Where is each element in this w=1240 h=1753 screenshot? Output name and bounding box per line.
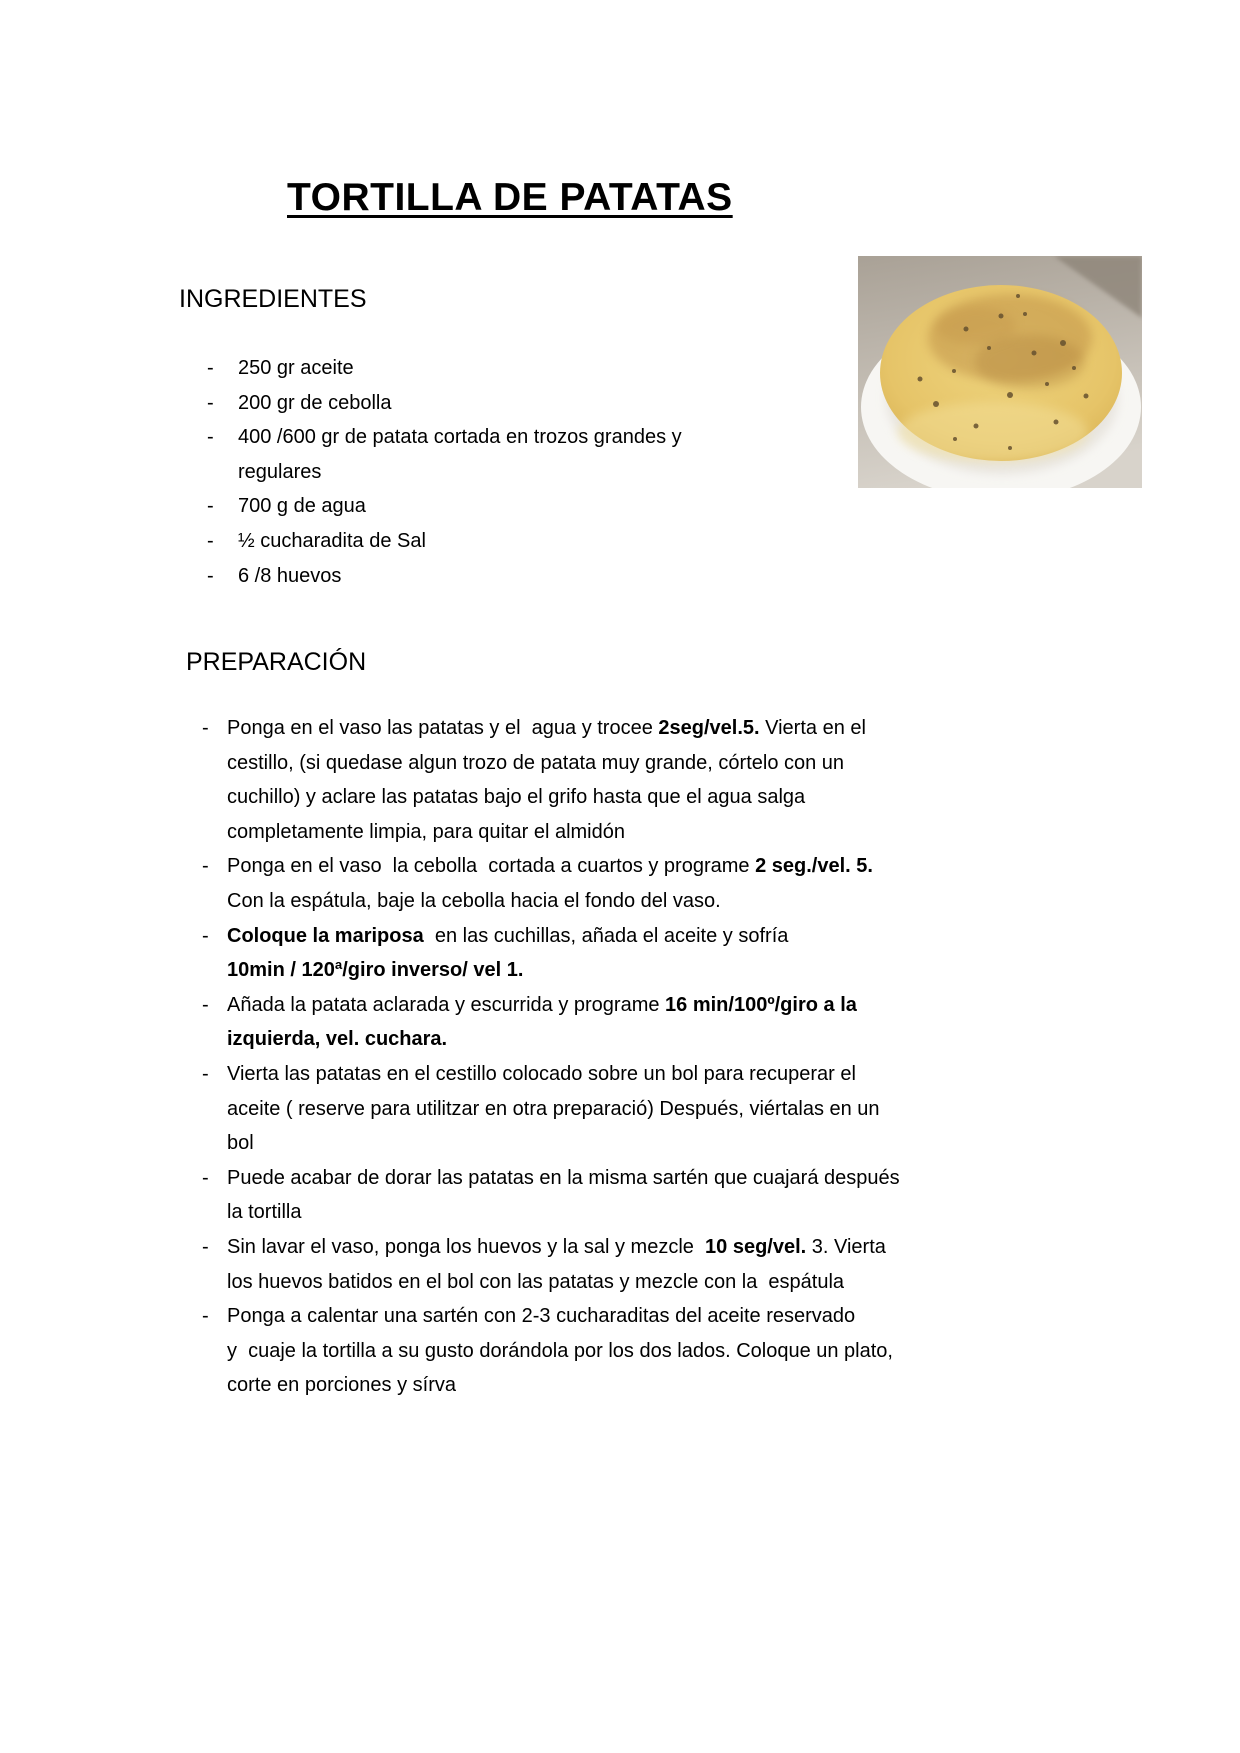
bullet-dash: - <box>202 1166 209 1189</box>
line-text <box>238 386 391 421</box>
bullet-dash <box>202 1022 227 1057</box>
text-line <box>202 1057 900 1092</box>
text-run: Añada la patata aclarada y escurrida y programe <box>227 993 666 1016</box>
bullet-dash <box>202 1195 227 1230</box>
text-run: Ponga en el vaso la cebolla cortada a cuartos y programe <box>227 855 756 878</box>
text-line <box>207 559 682 594</box>
bold-run: izquierda, vel. cuchara. <box>227 1028 448 1051</box>
line-text <box>227 1092 880 1127</box>
line-text <box>227 884 721 919</box>
text-run: en las cuchillas, añada el aceite y sofría <box>423 924 789 947</box>
bullet-dash: - <box>207 564 214 587</box>
list-item <box>202 1299 900 1403</box>
line-text <box>227 746 844 781</box>
text-run: Ponga a calentar una sartén con 2-3 cucharaditas del aceite reservado <box>227 1305 856 1328</box>
text-line <box>202 953 900 988</box>
line-text <box>227 1161 900 1196</box>
bold-run: 2seg/vel.5. <box>658 717 760 739</box>
line-text <box>227 1126 254 1161</box>
text-line <box>207 386 682 421</box>
text-line <box>202 1368 900 1403</box>
text-line <box>202 1299 900 1334</box>
list-item <box>207 386 682 421</box>
preparation-list <box>202 711 900 1403</box>
bold-run: 16 min/100º/giro a la <box>665 993 857 1016</box>
bullet-dash <box>202 884 227 919</box>
list-item <box>202 1057 900 1161</box>
recipe-title: TORTILLA DE PATATAS <box>287 176 733 219</box>
text-run: cestillo, (si quedase algun trozo de patata muy grande, córtelo con un <box>227 751 845 774</box>
text-line <box>207 489 682 524</box>
text-run: Con la espátula, baje la cebolla hacia el fondo del vaso. <box>227 889 721 912</box>
bold-run: 10 seg/vel. <box>705 1235 807 1258</box>
bullet-dash <box>202 746 227 781</box>
text-run: Vierta en el <box>759 717 866 739</box>
text-run: 400 /600 gr de patata cortada en trozos grandes y <box>238 426 682 449</box>
bold-run: 2 seg./vel. 5. <box>755 855 873 878</box>
list-item <box>202 711 900 849</box>
line-text <box>227 1022 447 1057</box>
text-line <box>202 711 900 746</box>
list-item <box>202 1161 900 1230</box>
text-line <box>202 815 900 850</box>
line-text <box>227 1334 893 1369</box>
text-run: la tortilla <box>227 1201 302 1224</box>
bullet-dash: - <box>207 495 214 518</box>
text-run: Sin lavar el vaso, ponga los huevos y la sal y mezcle <box>227 1235 706 1258</box>
tortilla-photo <box>858 256 1142 488</box>
line-text <box>238 351 354 386</box>
bold-run: Coloque la mariposa <box>227 924 424 947</box>
text-line <box>202 1161 900 1196</box>
text-line <box>202 746 900 781</box>
text-run: 6 /8 huevos <box>238 564 342 587</box>
text-line <box>207 524 682 559</box>
text-run: y cuaje la tortilla a su gusto dorándola por los dos lados. Coloque un plato, <box>227 1339 893 1362</box>
text-run: Puede acabar de dorar las patatas en la misma sartén que cuajará después <box>227 1166 900 1189</box>
text-run: 250 gr aceite <box>238 357 354 379</box>
text-line <box>202 1334 900 1369</box>
ingredients-list <box>207 351 682 593</box>
list-item <box>202 919 900 988</box>
bold-run: 10min / 120ª/giro inverso/ vel 1. <box>227 959 524 982</box>
tortilla-photo-image <box>858 256 1142 488</box>
text-line <box>202 988 900 1023</box>
ingredients-heading: INGREDIENTES <box>179 285 367 313</box>
text-run: Ponga en el vaso las patatas y el agua y trocee <box>227 717 659 739</box>
bullet-dash <box>202 1092 227 1127</box>
bullet-dash <box>202 1126 227 1161</box>
text-run: corte en porciones y sírva <box>227 1374 456 1397</box>
list-item <box>207 489 682 524</box>
text-run: cuchillo) y aclare las patatas bajo el grifo hasta que el agua salga <box>227 786 806 809</box>
list-item <box>207 559 682 594</box>
text-run: bol <box>227 1132 254 1155</box>
list-item <box>202 849 900 918</box>
text-line <box>207 351 682 386</box>
bullet-dash <box>202 815 227 850</box>
line-text <box>227 1195 301 1230</box>
text-run: 200 gr de cebolla <box>238 391 392 414</box>
line-text <box>238 489 366 524</box>
bullet-dash <box>202 1265 227 1300</box>
line-text <box>227 1057 856 1092</box>
bullet-dash <box>202 780 227 815</box>
text-run: los huevos batidos en el bol con las patatas y mezcle con la espátula <box>227 1270 845 1293</box>
text-run: regulares <box>238 460 322 483</box>
bullet-dash: - <box>202 855 209 878</box>
text-line <box>202 1265 900 1300</box>
list-item <box>207 524 682 559</box>
text-line <box>202 919 900 954</box>
browned-streak-2 <box>936 307 1016 345</box>
line-text <box>238 524 426 559</box>
line-text <box>227 1230 886 1265</box>
bullet-dash: - <box>207 529 214 552</box>
bullet-dash <box>202 1334 227 1369</box>
text-run: 700 g de agua <box>238 495 366 518</box>
bullet-dash <box>202 953 227 988</box>
text-line <box>202 1230 900 1265</box>
text-line <box>207 455 682 490</box>
text-line <box>202 849 900 884</box>
line-text <box>227 988 857 1023</box>
text-line <box>202 1022 900 1057</box>
line-text <box>227 919 788 954</box>
bullet-dash: - <box>207 426 214 449</box>
preparation-heading: PREPARACIÓN <box>186 648 367 676</box>
text-run: Vierta las patatas en el cestillo colocado sobre un bol para recuperar el <box>227 1062 856 1085</box>
list-item <box>207 351 682 386</box>
list-item <box>207 420 682 489</box>
line-text <box>227 780 805 815</box>
bullet-dash: - <box>202 717 209 739</box>
bullet-dash: - <box>207 391 214 414</box>
bullet-dash: - <box>202 924 209 947</box>
line-text <box>238 559 341 594</box>
list-item <box>202 1230 900 1299</box>
tortilla-highlight <box>898 402 1088 462</box>
text-line <box>202 1126 900 1161</box>
list-item <box>202 988 900 1057</box>
text-run: completamente limpia, para quitar el almidón <box>227 820 625 843</box>
line-text <box>238 455 321 490</box>
line-text <box>238 420 682 455</box>
bullet-dash: - <box>202 1235 209 1258</box>
text-line <box>202 780 900 815</box>
text-run: aceite ( reserve para utilitzar en otra preparació) Después, viértalas en un <box>227 1097 880 1120</box>
line-text <box>227 815 625 850</box>
bullet-dash: - <box>207 357 214 379</box>
line-text <box>227 1368 456 1403</box>
line-text <box>227 1299 855 1334</box>
text-line <box>202 884 900 919</box>
text-line <box>202 1092 900 1127</box>
bullet-dash: - <box>202 993 209 1016</box>
line-text <box>227 1265 844 1300</box>
line-text <box>227 953 523 988</box>
text-line <box>202 1195 900 1230</box>
line-text <box>227 711 866 746</box>
text-run: 3. Vierta <box>806 1235 886 1258</box>
bullet-dash <box>202 1368 227 1403</box>
text-line <box>207 420 682 455</box>
bullet-dash: - <box>202 1062 209 1085</box>
text-run: ½ cucharadita de Sal <box>238 529 426 552</box>
line-text <box>227 849 873 884</box>
bullet-dash: - <box>202 1305 209 1328</box>
bullet-dash <box>207 455 238 490</box>
